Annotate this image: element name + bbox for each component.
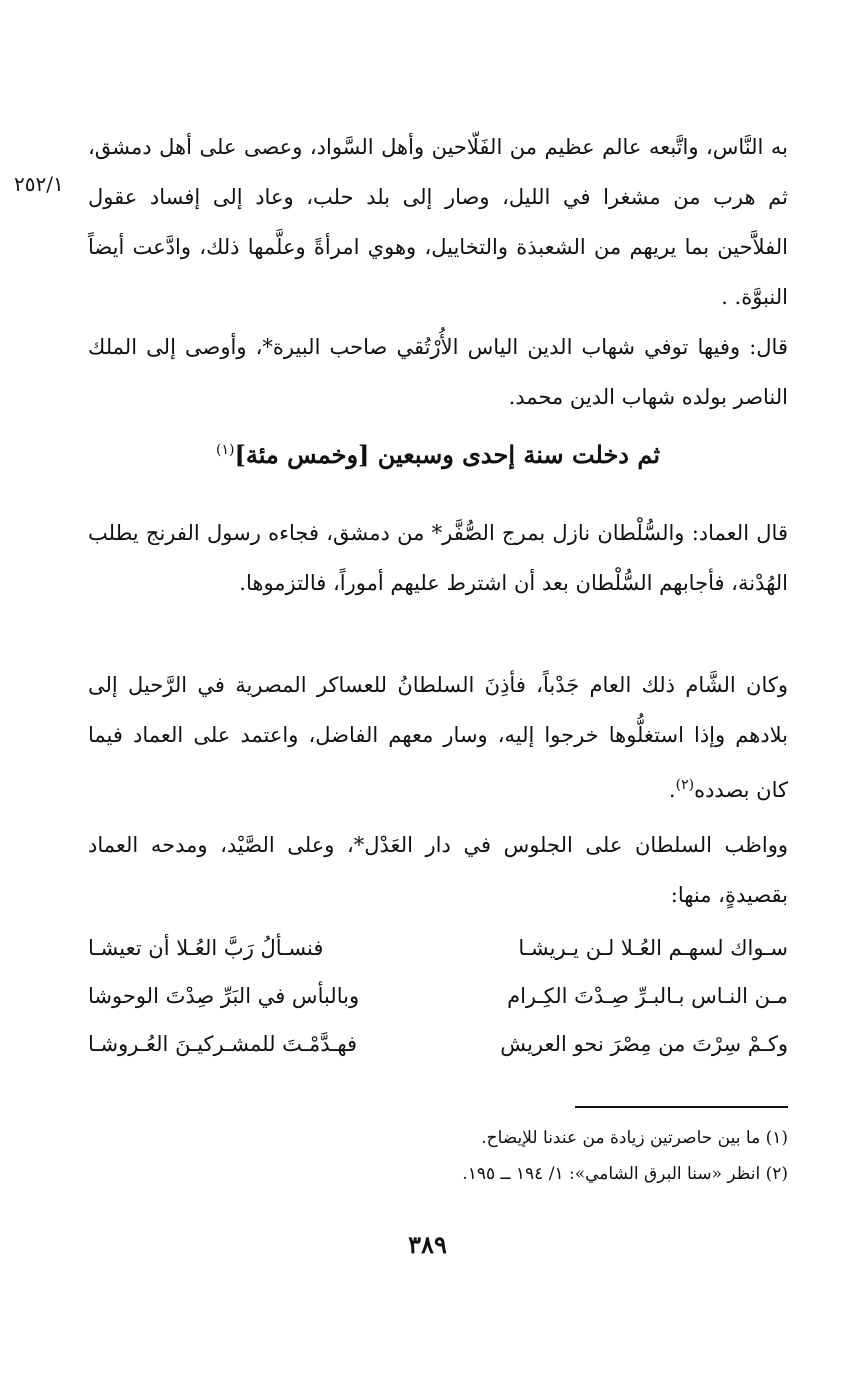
paragraph-1: به النَّاس، واتَّبعه عالم عظيم من الفَلّاحين وأهل السَّواد، وعصى على أهل دمشق، ثم هرب من مشغرا في الليل، وصار إلى بلد حلب، وعاد إلى إفساد عقول الفلاَّحين بما يريهم من الشعبذة والتخاييل، وهوي امرأةً وعلَّمها ذلك، وادَّعت أيضاً النبوَّة. .: [88, 135, 788, 309]
paragraph-4-text: وكان الشَّام ذلك العام جَدْباً، فأذِنَ السلطانُ للعساكر المصرية في الرَّحيل إلى بلادهم وإذا استغلُّوها خرجوا إليه، وسار معهم الفاضل، واعتمد على العماد فيما كان بصدده: [88, 673, 788, 802]
margin-page-reference: ٢٥٢/١: [14, 172, 64, 196]
verse-line: [88, 1032, 788, 1072]
heading-footnote-ref: (١): [216, 442, 235, 458]
verse-first-hemistich: سـواك لسهـم العُـلا لـن يـريشـا: [518, 936, 788, 960]
paragraph-4-end: .: [668, 778, 676, 802]
footnote-ref-2: (٢): [675, 777, 695, 793]
paragraph-5: وواظب السلطان على الجلوس في دار العَدْل*، وعلى الصَّيْد، ومدحه العماد بقصيدةٍ، منها:: [88, 833, 788, 907]
paragraph-2: قال: وفيها توفي شهاب الدين الياس الأُرْتُقي صاحب البيرة*، وأوصى إلى الملك الناصر بولده شهاب الدين محمد.: [88, 335, 788, 409]
verse-line: [88, 936, 788, 976]
verse-first-hemistich: وكـمْ سِرْتَ من مِصْرَ نحو العريش: [500, 1032, 788, 1056]
verse-line: [88, 984, 788, 1024]
verse-second-hemistich: وبالبأس في البَرِّ صِدْتَ الوحوشا: [88, 984, 360, 1008]
footnote-2: (٢) انظر «سنا البرق الشامي»: ١/ ١٩٤ ــ ١٩٥.: [462, 1164, 788, 1184]
verse-second-hemistich: فهـدَّمْـتَ للمشـركيـنَ العُـروشـا: [88, 1032, 358, 1056]
paragraph-3: قال العماد: والسُّلْطان نازل بمرج الصُّفَّر* من دمشق، فجاءه رسول الفرنج يطلب الهُدْنة، فأجابهم السُّلْطان بعد أن اشترط عليهم أموراً، فالتزموها.: [88, 521, 788, 595]
verse-first-hemistich: مـن النـاس بـالبـرِّ صِـدْتَ الكِـرام: [507, 984, 788, 1008]
page-number: ٣٨٩: [408, 1230, 447, 1259]
footnote-separator: [575, 1106, 788, 1108]
year-heading: [88, 440, 788, 469]
heading-text: ثم دخلت سنة إحدى وسبعين [وخمس مئة]: [234, 440, 660, 469]
footnote-1: (١) ما بين حاصرتين زيادة من عندنا للإيضاح.: [481, 1128, 788, 1148]
verse-second-hemistich: فنسـألُ رَبَّ العُـلا أن تعيشـا: [88, 936, 324, 960]
paragraph-4: [88, 660, 788, 815]
